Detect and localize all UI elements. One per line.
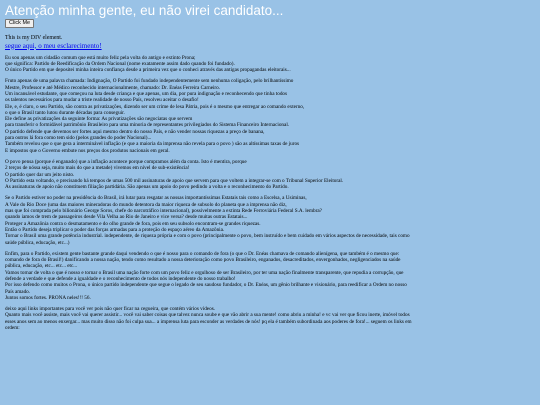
paragraph xyxy=(5,251,535,301)
text-line: deixo aqui links importantes para você ver pois não quer ficar na cegueira, que contém vários vídeos. xyxy=(5,306,216,313)
text-line: Então o Partido deseja triplicar o poder das forças armadas para a proteção do espaço aéreo da Amazônia. xyxy=(5,226,225,233)
text-line: Se o Partido estiver no poder na presidência do Brasil, irá lutar para resgatar as nossas importantíssimas Estatais tais como a Escelsa, a Usiminas, xyxy=(5,195,307,202)
text-line: Fruto apenas de uma palavra chamada: Indignação, O Partido foi fundado independentemente sem nenhuma coligação, pelo brilhantíssimo xyxy=(5,78,294,85)
paragraph xyxy=(5,78,535,154)
text-line: As assinaturas de apoio não constituem filiação partidária. São apenas um apoio do povo pedindo a volta e o reconhecimento do Partido. xyxy=(5,184,289,191)
text-line: pública, educação, etc... etc... etc... xyxy=(5,263,78,270)
text-line: Quanto mais você assiste, mais você vai querer assistir... você vai saber coisas que talvez nunca soube e que vão abrir a sua mente! como abriu a minha! e vc vai ver que ficou inerte, imóvel todos xyxy=(5,312,410,319)
text-line: A Vale do Rio Doce (uma das maiores mineradoras do mundo detentora da maior riqueza de subsolo do planeta que a imprensa não diz, xyxy=(5,201,287,208)
text-line: defende a verdade e que defende a igualdade e o reconhecimento de todos nós independente do nosso trabalho! xyxy=(5,276,236,282)
text-line: 2 terços de nóssa seja, muito mais do que a metade) vivemos em nível de sub-existência! xyxy=(5,165,190,172)
text-line: esses anos sem ao menos enxergar... mas muito disso não foi culpa sua... a imprensa luta para esconder as verdades de nós! pq ela é também subordinada aos poderes de fora!... seguem os links em xyxy=(5,318,412,325)
text-line: Também revelou que o que gera a interminável inflação (e que a maioria da imprensa não revela para o povo ) são as altíssimas taxas de juros xyxy=(5,141,300,148)
text-line: Ele define as privatizações da seguinte forma: As privatizações são negociatas que servem xyxy=(5,116,193,123)
paragraph xyxy=(5,159,535,190)
text-line: País amado. xyxy=(5,288,31,295)
text-line: o que o Brasil tanto lutou durante décadas para conseguir. xyxy=(5,109,125,116)
text-line: para outros lá fora como tem sido (pelos grandes do poder Nacional)... xyxy=(5,135,152,142)
text-line: Juntos somos fortes. PRONA neles!!! 56. xyxy=(5,294,91,301)
text-line: E impostos que o Governo embute nos preços dos produtos nacionais em geral. xyxy=(5,147,170,154)
clarification-link[interactable]: segue aqui, o meu esclarecimento! xyxy=(5,41,102,50)
text-line: Eu sou apenas um cidadão comum que está muito feliz pela volta do antigo e extinto Prona; xyxy=(5,54,196,61)
click-me-button[interactable]: Click Me xyxy=(5,19,34,28)
text-line: ordem: xyxy=(5,325,20,332)
text-line: saúde pública, educação, etc...) xyxy=(5,239,70,246)
text-line: para transferir o formidável patrimônio Brasileiro para uma minoria de representantes privilegiados do Sistema Financeiro Internacional. xyxy=(5,122,290,129)
text-line: O único Partido em que depositei minha inteira confiança desde a primeira vez que o conheci através das antigas propagandas eleitorais... xyxy=(5,67,291,74)
text-line: O partido quer dar um jeito nisto. xyxy=(5,171,75,178)
text-line: comando de fora do Brasil!) danificando a nossa nação, tendo como resultado a nossa deterioração como povo Brasileiro, enganados, desacreditados, envergonhados, negligenciados na saúde xyxy=(5,257,401,264)
text-line: Proteger a Amazônia contra o desmatamento e do olho grande de fora, pois em seu subsolo encontram-se grandes riquezas. xyxy=(5,220,261,227)
text-line: O povo pensa (porque é enganado) que a inflação acontece porque compramos além da conta. Isto é mentira, porque xyxy=(5,158,247,165)
text-line: O partido defende que devemos ser fortes aqui mesmo dentro do nosso País, e não vender nossas riquezas a preço de banana, xyxy=(5,128,265,135)
page-title: Atenção minha gente, eu não virei candidato... xyxy=(5,3,284,18)
text-line: Ele, e, é claro, o seu Partido, são contra as privatizações, dizendo ser um crime de lesa Pátria, pois é o mesmo que entregar ao comando externo, xyxy=(5,103,305,110)
div-element-text: This is my DIV element. xyxy=(5,35,63,41)
text-line: Enfim, para o Partido, existem gente bastante grande daqui vendendo o que é nosso para o comando de fora (o que o Dr. Enéas chamava de comando alienígena, que também é o mesmo que: xyxy=(5,250,400,257)
text-line: Vamos tornar de volta o que é nosso e tornar o Brasil uma nação forte com um povo feliz e orgulhoso de ser Brasileiro, por ter uma nação finalmente transparente, que repudia a corrupção, que xyxy=(5,269,404,276)
text-line: Por isso defendo como muitos o Prona, o único partido independente que segue o legado de seu saudoso fundador, o Dr. Enéas, um gênio brilhante e visionário, para reedificar a Ordem no nosso xyxy=(5,282,407,289)
text-line: que significa: Partido de Reedificação da Ordem Nacional (nome exatamente assim dado quando foi fundado). xyxy=(5,60,235,67)
article-body xyxy=(5,55,535,332)
paragraph xyxy=(5,195,535,245)
text-line: Tornar o Brasil uma grande potência industrial. independente, de riqueza própria e com o povo (principalmente o povo, bem instruído e bem cuidado em vários aspectos de necessidade, tais como xyxy=(5,233,410,240)
paragraph xyxy=(5,55,535,74)
paragraph xyxy=(5,306,535,331)
text-line: mas que foi comprada pelo bilionário George Soros, chefe do narcotráfico internacional), possivelmente a extinta Rede Ferroviária Federal S.A. lembra? xyxy=(5,208,322,215)
text-line: Mestre, Professor e até Médico reconhecido internacionalmente, chamado: Dr. Enéas Ferreira Carneiro. xyxy=(5,84,221,91)
text-line: os talentos necessários para mudar a triste realidade de nosso País, resolveu aceitar o desafio! xyxy=(5,97,199,104)
text-line: O Partido esta voltando, e precisando há tempos de umas 500 mil assinaturas de apoio que servem para que voltem a integrar-se com o Tribunal Superior Eleitoral. xyxy=(5,177,344,184)
text-line: quando iamos de trem de passageiros desde Vila Velha ao Rio de Janeiro e vice versa? desde muitas outras Estatais... xyxy=(5,214,248,221)
text-line: Um incansável estudante, que começou na luta desde criança e que apenas, um dia, por pura indignação e reconhecendo que tinha todos xyxy=(5,90,288,97)
